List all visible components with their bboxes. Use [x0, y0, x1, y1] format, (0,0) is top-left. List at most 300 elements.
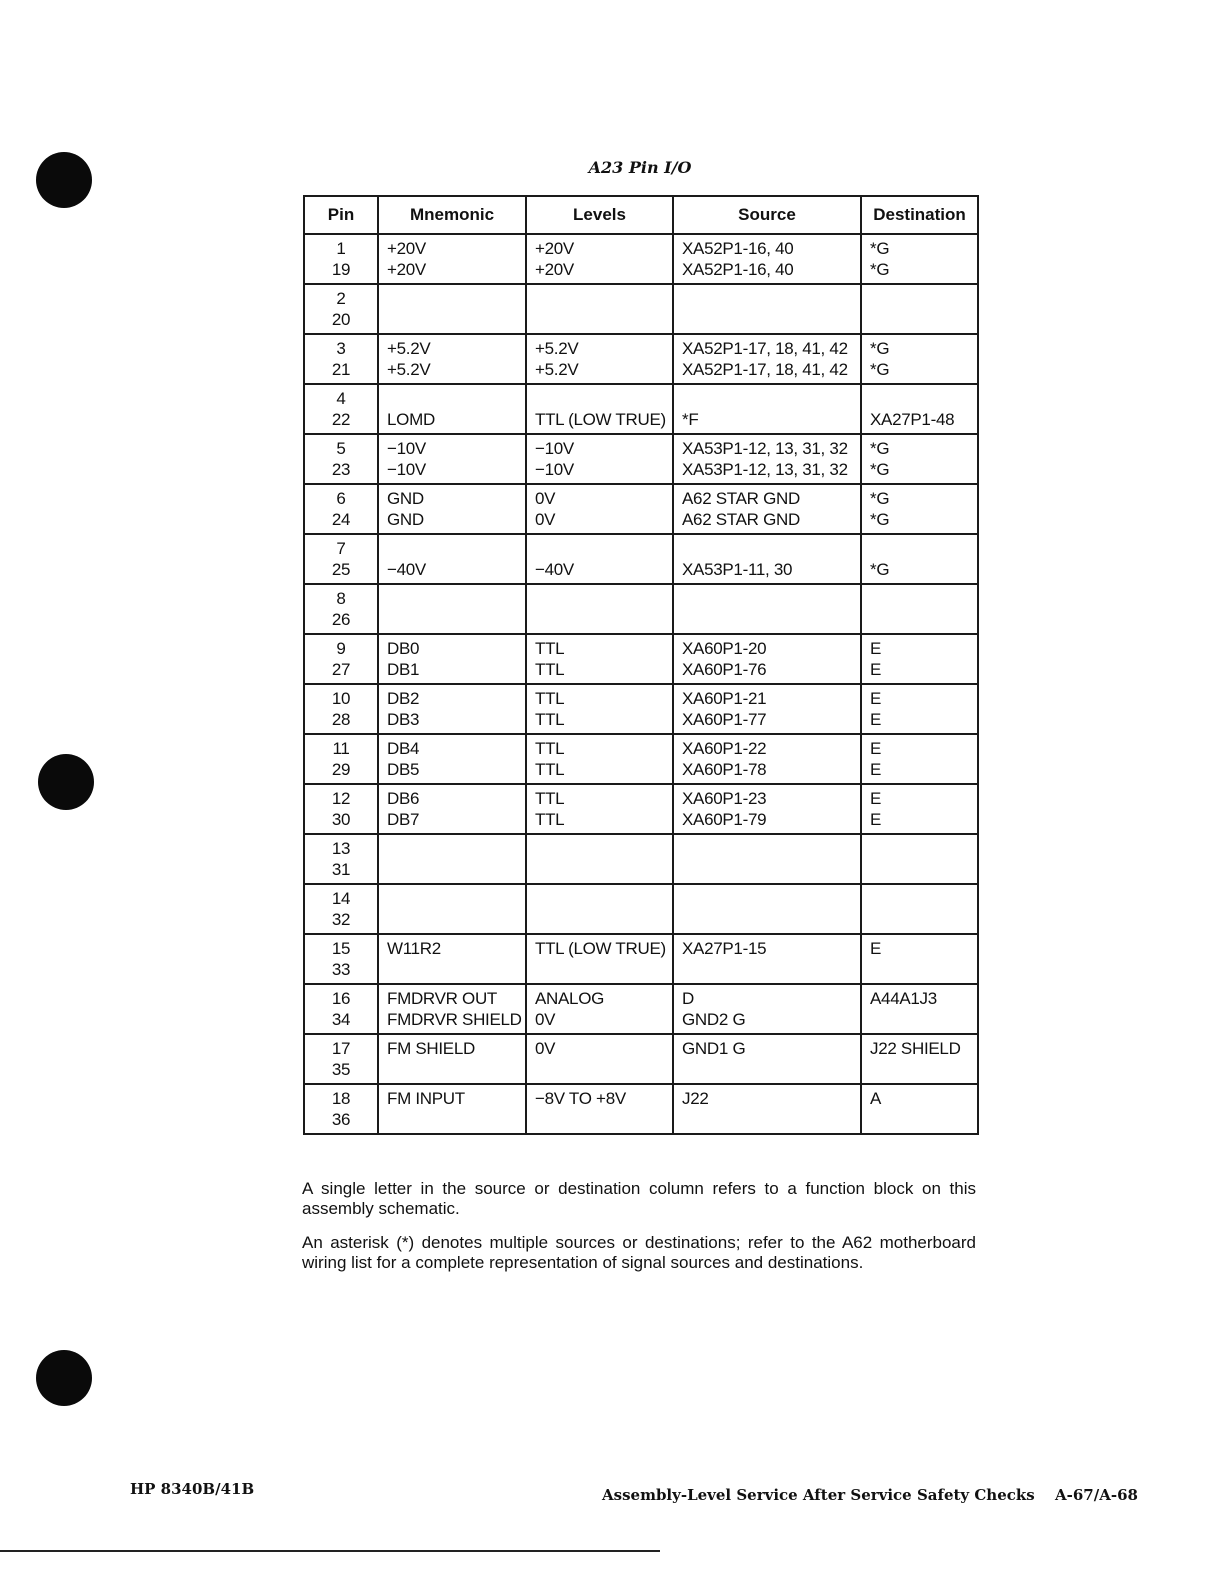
pin-line: 28: [331, 710, 351, 729]
source-line: XA52P1-17, 18, 41, 42: [682, 339, 848, 358]
destination-line: [870, 888, 971, 909]
levels-cell: [526, 634, 673, 684]
destination-line: *G: [870, 360, 890, 379]
pin-line: 5: [336, 439, 346, 458]
pin-line: 14: [331, 889, 351, 908]
pin-line: 19: [331, 260, 351, 279]
pin-cell: [304, 434, 378, 484]
source-line: D: [682, 989, 694, 1008]
mnemonic-line: DB3: [387, 710, 420, 729]
source-line: [682, 588, 854, 609]
levels-line: TTL: [535, 660, 565, 679]
source-cell: [673, 534, 861, 584]
destination-cell: [861, 434, 978, 484]
destination-line: [870, 388, 971, 409]
levels-line: TTL: [535, 810, 565, 829]
destination-cell: [861, 334, 978, 384]
table-row: [304, 334, 978, 384]
destination-line: J22 SHIELD: [870, 1039, 961, 1058]
header-pin: Pin: [304, 196, 378, 234]
mnemonic-cell: [378, 634, 526, 684]
mnemonic-line: DB1: [387, 660, 420, 679]
source-line: [682, 309, 854, 330]
levels-line: [535, 538, 666, 559]
pin-cell: [304, 384, 378, 434]
levels-line: [535, 959, 666, 980]
destination-line: [870, 1109, 971, 1130]
levels-line: TTL (LOW TRUE): [535, 939, 666, 958]
levels-line: ANALOG: [535, 989, 605, 1008]
mnemonic-line: [387, 609, 519, 630]
mnemonic-line: FM SHIELD: [387, 1039, 475, 1058]
pin-cell: [304, 584, 378, 634]
levels-cell: [526, 834, 673, 884]
destination-line: [870, 959, 971, 980]
source-line: [682, 959, 854, 980]
pin-line: 34: [331, 1010, 351, 1029]
destination-cell: [861, 884, 978, 934]
levels-cell: [526, 334, 673, 384]
mnemonic-line: DB5: [387, 760, 420, 779]
source-line: J22: [682, 1089, 709, 1108]
levels-cell: [526, 234, 673, 284]
pin-cell: [304, 634, 378, 684]
table-row: [304, 1034, 978, 1084]
source-line: XA53P1-12, 13, 31, 32: [682, 460, 848, 479]
mnemonic-line: +20V: [387, 239, 426, 258]
source-cell: [673, 1034, 861, 1084]
pin-line: 6: [336, 489, 346, 508]
pin-line: 25: [331, 560, 351, 579]
source-cell: [673, 684, 861, 734]
source-line: GND2 G: [682, 1010, 746, 1029]
destination-cell: [861, 634, 978, 684]
binder-hole: [36, 152, 92, 208]
levels-line: [535, 1109, 666, 1130]
mnemonic-line: −40V: [387, 560, 426, 579]
destination-cell: [861, 384, 978, 434]
source-cell: [673, 934, 861, 984]
table-row: [304, 484, 978, 534]
levels-cell: [526, 434, 673, 484]
mnemonic-line: [387, 959, 519, 980]
source-cell: [673, 884, 861, 934]
destination-line: E: [870, 689, 882, 708]
levels-line: [535, 859, 666, 880]
mnemonic-line: FMDRVR OUT: [387, 989, 498, 1008]
destination-line: *G: [870, 560, 890, 579]
mnemonic-cell: [378, 284, 526, 334]
destination-cell: [861, 1034, 978, 1084]
levels-line: TTL: [535, 710, 565, 729]
levels-cell: [526, 934, 673, 984]
table-row: [304, 934, 978, 984]
pin-line: 27: [331, 660, 351, 679]
levels-line: [535, 888, 666, 909]
levels-line: −40V: [535, 560, 574, 579]
destination-cell: [861, 834, 978, 884]
destination-line: [870, 588, 971, 609]
table-row: [304, 684, 978, 734]
table-row: [304, 734, 978, 784]
pin-line: 13: [331, 839, 351, 858]
header-levels: Levels: [526, 196, 673, 234]
levels-line: −10V: [535, 460, 574, 479]
bottom-rule: [0, 1550, 660, 1552]
source-line: GND1 G: [682, 1039, 746, 1058]
source-line: [682, 1109, 854, 1130]
destination-line: *G: [870, 260, 890, 279]
source-line: XA60P1-79: [682, 810, 767, 829]
table-row: [304, 784, 978, 834]
pin-line: 15: [331, 939, 351, 958]
levels-line: TTL (LOW TRUE): [535, 410, 666, 429]
source-line: XA52P1-16, 40: [682, 260, 794, 279]
mnemonic-cell: [378, 934, 526, 984]
mnemonic-line: −10V: [387, 460, 426, 479]
source-line: [682, 838, 854, 859]
destination-line: E: [870, 789, 882, 808]
destination-cell: [861, 234, 978, 284]
levels-cell: [526, 784, 673, 834]
source-line: XA60P1-23: [682, 789, 767, 808]
source-line: *F: [682, 410, 699, 429]
levels-cell: [526, 1034, 673, 1084]
pin-cell: [304, 234, 378, 284]
mnemonic-cell: [378, 834, 526, 884]
pin-line: 7: [336, 539, 346, 558]
source-line: XA52P1-16, 40: [682, 239, 794, 258]
levels-line: TTL: [535, 689, 565, 708]
destination-cell: [861, 784, 978, 834]
pin-line: 33: [331, 960, 351, 979]
mnemonic-line: [387, 838, 519, 859]
destination-line: *G: [870, 439, 890, 458]
pin-line: 21: [331, 360, 351, 379]
levels-line: +20V: [535, 239, 574, 258]
pin-line: 18: [331, 1089, 351, 1108]
pin-line: 12: [331, 789, 351, 808]
source-cell: [673, 484, 861, 534]
levels-line: TTL: [535, 739, 565, 758]
pin-cell: [304, 784, 378, 834]
mnemonic-cell: [378, 984, 526, 1034]
pin-cell: [304, 334, 378, 384]
levels-line: 0V: [535, 510, 556, 529]
mnemonic-line: DB6: [387, 789, 420, 808]
pin-line: 31: [331, 860, 351, 879]
pin-line: 29: [331, 760, 351, 779]
destination-line: E: [870, 939, 882, 958]
destination-line: [870, 609, 971, 630]
mnemonic-cell: [378, 434, 526, 484]
destination-line: E: [870, 639, 882, 658]
levels-line: 0V: [535, 1039, 556, 1058]
levels-line: +20V: [535, 260, 574, 279]
mnemonic-cell: [378, 384, 526, 434]
pin-cell: [304, 734, 378, 784]
destination-line: *G: [870, 339, 890, 358]
footer-model: HP 8340B/41B: [130, 1480, 255, 1498]
mnemonic-line: W11R2: [387, 939, 441, 958]
footer-section: Assembly-Level Service After Service Safety Checks: [602, 1486, 1035, 1504]
mnemonic-cell: [378, 884, 526, 934]
binder-hole: [38, 754, 94, 810]
destination-line: E: [870, 710, 882, 729]
note-asterisk: An asterisk (*) denotes multiple sources or destinations; refer to the A62 motherboard wiring list for a complete representation of signal sources and destinations.: [302, 1233, 976, 1272]
levels-cell: [526, 284, 673, 334]
mnemonic-line: [387, 1109, 519, 1130]
mnemonic-line: +5.2V: [387, 360, 431, 379]
source-line: [682, 538, 854, 559]
levels-line: TTL: [535, 760, 565, 779]
mnemonic-line: +5.2V: [387, 339, 431, 358]
source-cell: [673, 434, 861, 484]
source-line: XA52P1-17, 18, 41, 42: [682, 360, 848, 379]
levels-line: TTL: [535, 789, 565, 808]
binder-hole: [36, 1350, 92, 1406]
pin-cell: [304, 934, 378, 984]
table-title: A23 Pin I/O: [588, 158, 692, 177]
pin-line: 30: [331, 810, 351, 829]
destination-cell: [861, 734, 978, 784]
source-cell: [673, 384, 861, 434]
levels-line: [535, 1059, 666, 1080]
levels-line: +5.2V: [535, 360, 579, 379]
levels-cell: [526, 984, 673, 1034]
pin-cell: [304, 534, 378, 584]
pin-line: 11: [332, 739, 350, 758]
mnemonic-cell: [378, 1034, 526, 1084]
destination-line: [870, 288, 971, 309]
pin-line: 22: [331, 410, 351, 429]
pin-line: 4: [336, 389, 346, 408]
mnemonic-cell: [378, 1084, 526, 1134]
mnemonic-line: [387, 309, 519, 330]
mnemonic-cell: [378, 234, 526, 284]
source-line: [682, 388, 854, 409]
mnemonic-line: [387, 1059, 519, 1080]
pin-line: 8: [336, 589, 346, 608]
levels-line: +5.2V: [535, 339, 579, 358]
destination-cell: [861, 484, 978, 534]
source-line: XA53P1-12, 13, 31, 32: [682, 439, 848, 458]
pin-cell: [304, 684, 378, 734]
levels-line: TTL: [535, 639, 565, 658]
destination-cell: [861, 1084, 978, 1134]
pin-cell: [304, 834, 378, 884]
destination-cell: [861, 984, 978, 1034]
levels-line: [535, 588, 666, 609]
mnemonic-line: GND: [387, 489, 424, 508]
table-row: [304, 634, 978, 684]
pin-line: 32: [331, 910, 351, 929]
pin-line: 26: [331, 610, 351, 629]
pin-cell: [304, 1084, 378, 1134]
pin-cell: [304, 1034, 378, 1084]
mnemonic-cell: [378, 584, 526, 634]
note-single-letter: A single letter in the source or destination column refers to a function block on this assembly schematic.: [302, 1179, 976, 1218]
destination-line: E: [870, 810, 882, 829]
destination-line: *G: [870, 239, 890, 258]
source-line: [682, 288, 854, 309]
levels-cell: [526, 684, 673, 734]
levels-cell: [526, 884, 673, 934]
source-line: [682, 1059, 854, 1080]
source-line: XA60P1-21: [682, 689, 767, 708]
destination-line: XA27P1-48: [870, 410, 955, 429]
destination-cell: [861, 534, 978, 584]
mnemonic-line: [387, 538, 519, 559]
pin-line: 36: [331, 1110, 351, 1129]
levels-line: [535, 288, 666, 309]
mnemonic-cell: [378, 534, 526, 584]
mnemonic-cell: [378, 484, 526, 534]
levels-line: [535, 309, 666, 330]
destination-line: E: [870, 739, 882, 758]
table-row: [304, 534, 978, 584]
destination-line: E: [870, 760, 882, 779]
pin-cell: [304, 484, 378, 534]
footer-page-number: A-67/A-68: [1055, 1486, 1138, 1504]
source-line: XA60P1-77: [682, 710, 767, 729]
table-row: [304, 1084, 978, 1134]
levels-line: [535, 388, 666, 409]
table-row: [304, 834, 978, 884]
source-line: [682, 909, 854, 930]
source-line: [682, 888, 854, 909]
levels-cell: [526, 384, 673, 434]
mnemonic-line: [387, 888, 519, 909]
table-row: [304, 984, 978, 1034]
source-cell: [673, 734, 861, 784]
pin-line: 20: [331, 310, 351, 329]
mnemonic-line: −10V: [387, 439, 426, 458]
destination-cell: [861, 684, 978, 734]
table-header-row: [304, 196, 978, 234]
source-line: [682, 609, 854, 630]
mnemonic-line: [387, 588, 519, 609]
mnemonic-cell: [378, 334, 526, 384]
source-line: XA60P1-78: [682, 760, 767, 779]
destination-line: [870, 538, 971, 559]
mnemonic-line: DB2: [387, 689, 420, 708]
source-line: XA60P1-20: [682, 639, 767, 658]
mnemonic-line: DB4: [387, 739, 420, 758]
mnemonic-cell: [378, 784, 526, 834]
pin-line: 3: [336, 339, 346, 358]
levels-line: −8V TO +8V: [535, 1089, 626, 1108]
mnemonic-line: [387, 859, 519, 880]
levels-line: [535, 609, 666, 630]
table-row: [304, 284, 978, 334]
mnemonic-line: LOMD: [387, 410, 435, 429]
mnemonic-line: +20V: [387, 260, 426, 279]
pin-cell: [304, 984, 378, 1034]
destination-line: A: [870, 1089, 882, 1108]
destination-line: *G: [870, 510, 890, 529]
destination-line: A44A1J3: [870, 989, 937, 1008]
pin-cell: [304, 884, 378, 934]
source-line: A62 STAR GND: [682, 489, 800, 508]
destination-line: [870, 909, 971, 930]
destination-line: [870, 859, 971, 880]
levels-cell: [526, 484, 673, 534]
pin-line: 9: [336, 639, 346, 658]
levels-cell: [526, 734, 673, 784]
destination-line: [870, 1009, 971, 1030]
levels-line: 0V: [535, 1010, 556, 1029]
mnemonic-line: GND: [387, 510, 424, 529]
destination-cell: [861, 934, 978, 984]
pin-line: 2: [336, 289, 346, 308]
pin-io-table: [303, 195, 979, 1135]
source-cell: [673, 834, 861, 884]
destination-line: [870, 838, 971, 859]
source-line: XA60P1-76: [682, 660, 767, 679]
table-row: [304, 384, 978, 434]
pin-line: 10: [331, 689, 351, 708]
pin-line: 16: [331, 989, 351, 1008]
source-cell: [673, 584, 861, 634]
table-row: [304, 884, 978, 934]
mnemonic-cell: [378, 684, 526, 734]
levels-line: 0V: [535, 489, 556, 508]
mnemonic-line: DB7: [387, 810, 420, 829]
pin-line: 24: [331, 510, 351, 529]
destination-line: *G: [870, 489, 890, 508]
source-line: XA27P1-15: [682, 939, 767, 958]
mnemonic-line: DB0: [387, 639, 420, 658]
mnemonic-line: FM INPUT: [387, 1089, 465, 1108]
levels-line: [535, 838, 666, 859]
table-row: [304, 584, 978, 634]
mnemonic-cell: [378, 734, 526, 784]
levels-line: −10V: [535, 439, 574, 458]
mnemonic-line: FMDRVR SHIELD: [387, 1010, 522, 1029]
destination-line: [870, 1059, 971, 1080]
source-cell: [673, 634, 861, 684]
pin-cell: [304, 284, 378, 334]
levels-cell: [526, 1084, 673, 1134]
levels-cell: [526, 534, 673, 584]
destination-cell: [861, 284, 978, 334]
table-row: [304, 434, 978, 484]
source-line: XA53P1-11, 30: [682, 560, 793, 579]
header-mnemonic: Mnemonic: [378, 196, 526, 234]
source-cell: [673, 784, 861, 834]
source-cell: [673, 1084, 861, 1134]
source-line: [682, 859, 854, 880]
source-line: A62 STAR GND: [682, 510, 800, 529]
destination-line: E: [870, 660, 882, 679]
source-line: XA60P1-22: [682, 739, 767, 758]
levels-line: [535, 909, 666, 930]
mnemonic-line: [387, 909, 519, 930]
header-destination: Destination: [861, 196, 978, 234]
source-cell: [673, 284, 861, 334]
destination-cell: [861, 584, 978, 634]
pin-line: 23: [331, 460, 351, 479]
pin-line: 1: [336, 239, 346, 258]
source-cell: [673, 334, 861, 384]
mnemonic-line: [387, 388, 519, 409]
table-row: [304, 234, 978, 284]
destination-line: [870, 309, 971, 330]
source-cell: [673, 984, 861, 1034]
source-cell: [673, 234, 861, 284]
mnemonic-line: [387, 288, 519, 309]
